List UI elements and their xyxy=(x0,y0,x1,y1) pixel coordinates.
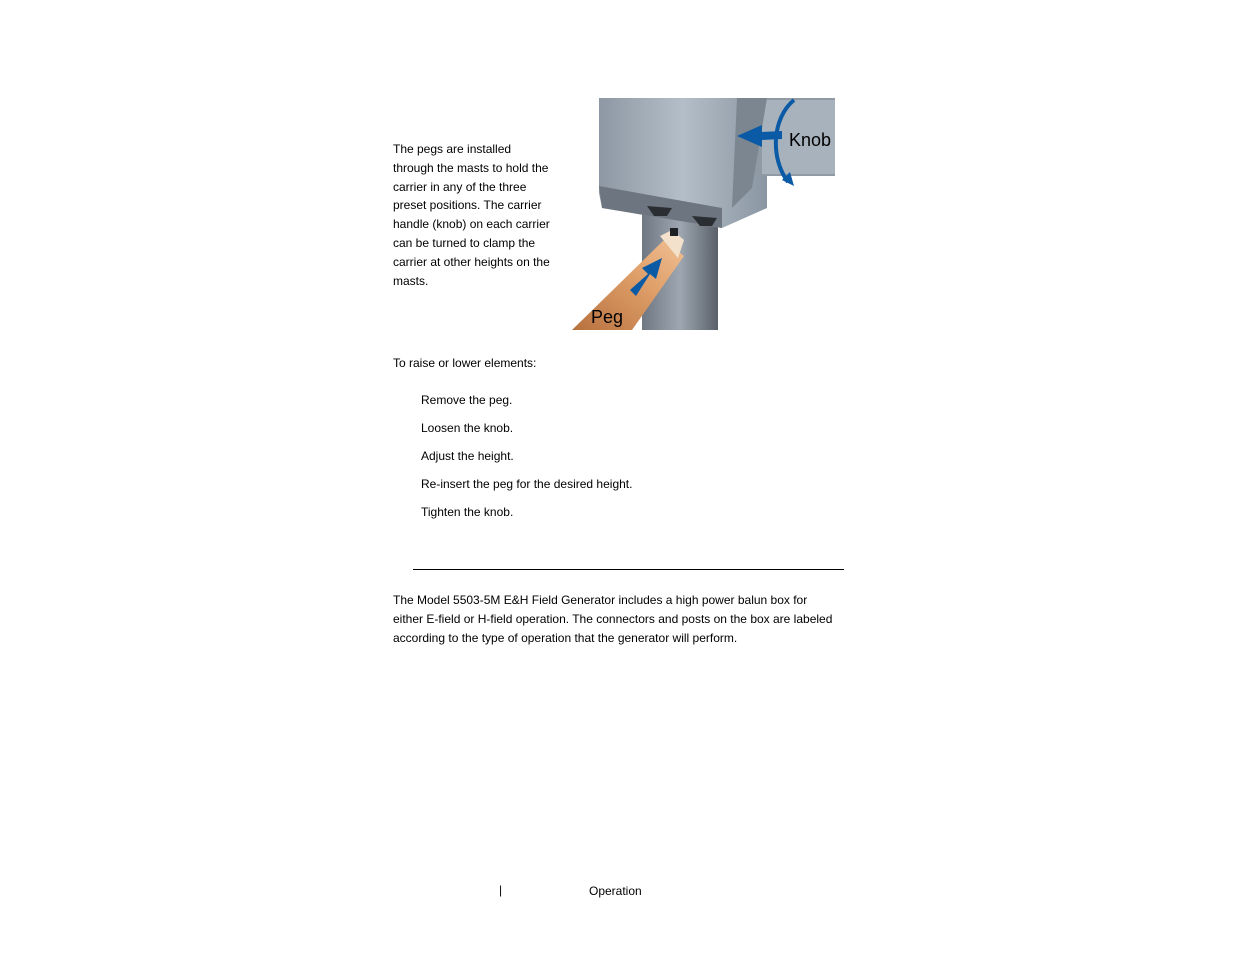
intro-paragraph: The pegs are installed through the masts to hold the carrier in any of the three preset positions. The carrier handle (knob) on each carrier can be turned to clamp the carrier at other heights on the masts. xyxy=(393,142,550,288)
step-item: Loosen the knob. xyxy=(421,421,514,435)
step-item: Remove the peg. xyxy=(421,393,513,407)
raise-lower-heading: To raise or lower elements: xyxy=(393,356,537,370)
step-item: Re-insert the peg for the desired height. xyxy=(421,477,633,491)
footer-section-name: Operation xyxy=(589,884,642,898)
balun-paragraph: The Model 5503-5M E&H Field Generator includes a high power balun box for either E-field or H-field operation. The connectors and posts on the box are labeled according to the type of operation that the generator will perform. xyxy=(393,593,833,645)
peg-knob-photo xyxy=(572,98,835,330)
section-divider xyxy=(413,569,844,570)
step-item: Tighten the knob. xyxy=(421,505,514,519)
footer-separator: | xyxy=(499,883,503,897)
peg-label: Peg xyxy=(591,307,624,327)
step-item: Adjust the height. xyxy=(421,449,514,463)
knob-label: Knob xyxy=(789,130,832,150)
